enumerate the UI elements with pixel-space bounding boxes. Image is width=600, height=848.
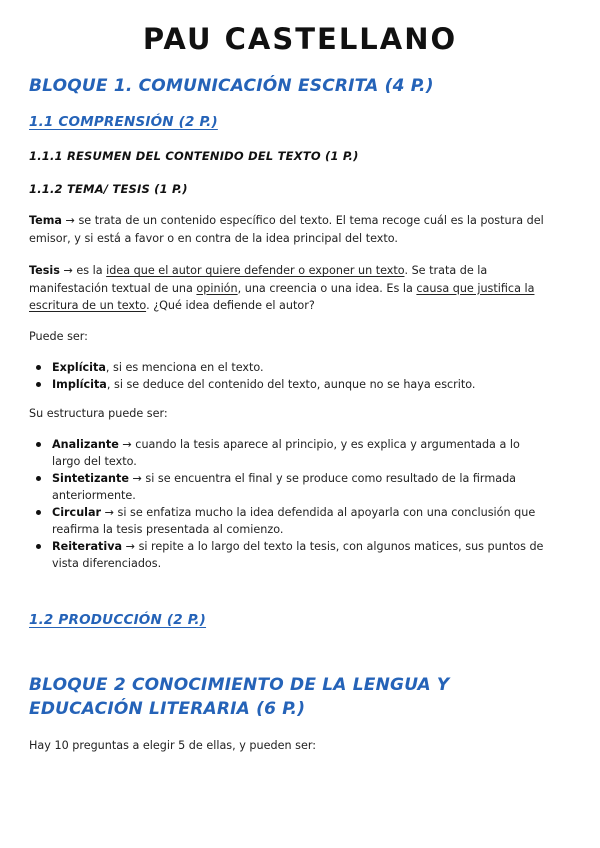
- tema-paragraph: [29, 212, 559, 247]
- list-item: [29, 504, 549, 538]
- bloque-1-heading: BLOQUE 1. COMUNICACIÓN ESCRITA (4 P.): [29, 76, 434, 96]
- tesis-text: → es la: [59, 264, 107, 277]
- estructura-intro: Su estructura puede ser:: [29, 407, 168, 420]
- list-item: [29, 436, 549, 470]
- list-item-text: → si se enfatiza mucho la idea defendida al apoyarla con una conclusión que reafirma la tesis presentada al comienzo.: [52, 506, 536, 536]
- tesis-text: , una creencia o una idea. Es la: [237, 281, 417, 295]
- list-item-text: → si se encuentra el final y se produce como resultado de la firmada anteriormente.: [52, 472, 517, 502]
- list-item: [29, 470, 549, 504]
- list-item-term: Reiterativa: [52, 540, 123, 553]
- list-item-term: Analizante: [52, 438, 119, 451]
- tesis-text: . Se trata de la manifestación textual de una: [29, 264, 488, 295]
- section-1-1-1-heading: 1.1.1 RESUMEN DEL CONTENIDO DEL TEXTO (1 P.): [29, 149, 359, 163]
- bloque-2-heading: BLOQUE 2 CONOCIMIENTO DE LA LENGUA Y EDUCACIÓN LITERARIA (6 P.): [29, 675, 450, 719]
- list-item-term: Explícita: [52, 361, 106, 374]
- list-item-text: , si es menciona en el texto.: [105, 361, 264, 374]
- section-1-2-heading: 1.2 PRODUCCIÓN (2 P.): [29, 612, 207, 628]
- tesis-underlined-opinion: opinión: [196, 281, 238, 295]
- list-item-term: Implícita: [52, 378, 107, 391]
- tipos-list: [29, 359, 549, 393]
- page-title: PAU CASTELLANO: [142, 22, 458, 56]
- tesis-underlined-idea: idea que el autor quiere defender o exponer un texto: [106, 264, 405, 277]
- list-item: [29, 538, 549, 572]
- tesis-text: . ¿Qué idea defiende el autor?: [146, 299, 315, 312]
- list-item: [29, 376, 549, 393]
- list-item-text: → si repite a lo largo del texto la tesis, con algunos matices, sus puntos de vista diferenciados.: [52, 540, 544, 570]
- section-1-1-2-heading: 1.1.2 TEMA/ TESIS (1 P.): [29, 182, 188, 196]
- bloque-2-intro: Hay 10 preguntas a elegir 5 de ellas, y pueden ser:: [29, 739, 317, 752]
- tema-definition: → se trata de un contenido específico del texto. El tema recoge cuál es la postura del emisor, y si está a favor o en contra de la idea principal del texto.: [29, 214, 544, 245]
- tema-term: Tema: [29, 214, 62, 227]
- list-item-term: Sintetizante: [52, 472, 129, 485]
- tesis-paragraph: [29, 262, 559, 315]
- list-item-text: → cuando la tesis aparece al principio, y es explica y argumentada a lo largo del texto.: [52, 438, 520, 468]
- section-1-1-heading: 1.1 COMPRENSIÓN (2 P.): [29, 114, 218, 130]
- list-item: [29, 359, 549, 376]
- tesis-term: Tesis: [29, 264, 60, 277]
- estructuras-list: [29, 436, 549, 572]
- tesis-underlined-causa: causa que justifica la escritura de un texto: [29, 281, 535, 312]
- list-item-text: , si se deduce del contenido del texto, aunque no se haya escrito.: [106, 378, 476, 391]
- puede-ser-label: Puede ser:: [29, 330, 88, 343]
- list-item-term: Circular: [52, 506, 102, 519]
